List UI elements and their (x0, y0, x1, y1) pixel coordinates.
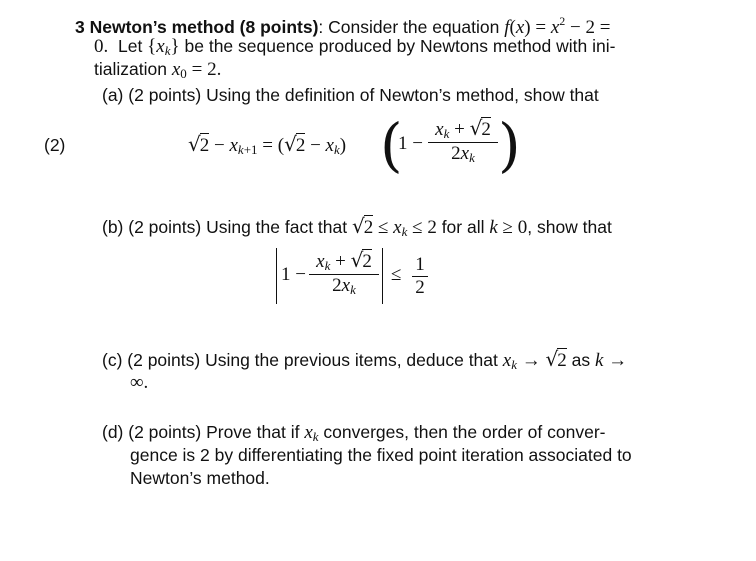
formula-a-fraction (428, 116, 498, 166)
problem-line-3: tialization x0 = 2. (94, 59, 222, 81)
formula-b-rhs-num: 1 (415, 254, 425, 275)
formula-b-leq: ≤ (391, 264, 402, 285)
part-a-text: (2 points) Using the definition of Newton’s method, show that (128, 85, 599, 105)
part-c-label: (c) (102, 350, 123, 370)
formula-b-frac-den: $2x_k$ (332, 275, 356, 297)
problem-number: 3 (75, 17, 85, 37)
equation-number: (2) (44, 135, 66, 155)
part-b-label: (b) (102, 217, 124, 237)
problem-line-2: 0. Let $\{x_k\}$ be the sequence produced by Newtons method with ini- (94, 36, 616, 58)
problem-equation: $f(x) = x^2 - 2$ = (504, 14, 611, 38)
formula-b-one-minus: 1 − (281, 264, 306, 285)
part-c: (c) (2 points) Using the previous items, deduce that $x_k \to √2$ as k → (102, 347, 628, 372)
formula-a-frac-num: $x_k + √2$ (435, 116, 491, 141)
part-d: (d) (2 points) Prove that if $x_k$ converges, then the order of conver- (102, 422, 606, 444)
part-d-label: (d) (102, 422, 124, 442)
problem-title: Newton’s method (8 points) (89, 17, 319, 37)
formula-b-fraction (309, 248, 379, 298)
abs-bar-left (276, 248, 277, 304)
formula-a-frac-den: $2x_k$ (451, 143, 475, 165)
right-big-paren: ) (498, 111, 521, 179)
formula-b-rhs (412, 254, 428, 299)
part-d-line-3: Newton’s method. (130, 468, 270, 488)
formula-b-frac-num: $x_k + √2$ (316, 248, 372, 273)
formula-a: $√2 - xk+1 = (√2 - x_k)$ (188, 132, 347, 157)
formula-a-one-minus: 1 − (398, 133, 423, 154)
part-d-line-2: gence is 2 by differentiating the fixed point iteration associated to (130, 445, 632, 465)
part-b: (b) (2 points) Using the fact that $√2 \le x_k \le 2$ for all k ≥ 0, show that (102, 214, 612, 239)
part-c-infinity: ∞. (130, 372, 149, 393)
formula-b-rhs-den: 2 (415, 277, 425, 298)
abs-bar-right (382, 248, 383, 304)
left-big-paren: ( (380, 111, 403, 179)
problem-intro: : Consider the equation (318, 17, 500, 37)
part-a (102, 84, 599, 106)
part-a-label: (a) (102, 85, 124, 105)
